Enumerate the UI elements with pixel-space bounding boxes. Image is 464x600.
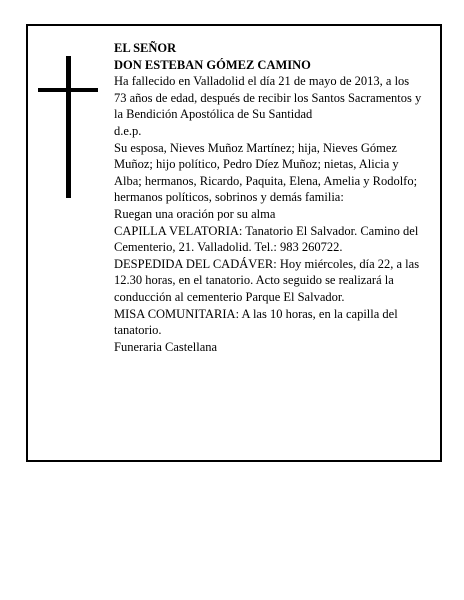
death-announcement: Ha fallecido en Valladolid el día 21 de mayo de 2013, a los 73 años de edad, después de recibir los Santos Sacramentos y la Bendición Apostólica de Su Santidad [114, 74, 422, 122]
cross-horizontal-bar [38, 88, 98, 92]
cross-icon [38, 56, 98, 198]
rip-text: d.e.p. [114, 123, 142, 138]
prayer-request: Ruegan una oración por su alma [114, 206, 276, 221]
deceased-name: DON ESTEBAN GÓMEZ CAMINO [114, 57, 311, 72]
mass-info: MISA COMUNITARIA: A las 10 horas, en la capilla del tanatorio. [114, 306, 398, 338]
farewell-info: DESPEDIDA DEL CADÁVER: Hoy miércoles, día 22, a las 12.30 horas, en el tanatorio. Acto seguido se realizará la conducción al cementerio Parque El Salvador. [114, 256, 420, 304]
notice-text [114, 40, 424, 355]
family-list: Su esposa, Nieves Muñoz Martínez; hija, Nieves Gómez Muñoz; hijo político, Pedro Díez Muñoz; nietas, Alicia y Alba; hermanos, Ricardo, Paquita, Elena, Amelia y Rodolfo; hermanos políticos, sobrinos y demás familia: [114, 140, 418, 205]
chapel-info: CAPILLA VELATORIA: Tanatorio El Salvador. Camino del Cementerio, 21. Valladolid. Tel.: 983 260722. [114, 223, 419, 255]
funeral-home: Funeraria Castellana [114, 339, 218, 354]
cross-vertical-bar [66, 56, 71, 198]
obituary-notice [26, 24, 442, 462]
notice-title-line-1: EL SEÑOR [114, 41, 177, 55]
